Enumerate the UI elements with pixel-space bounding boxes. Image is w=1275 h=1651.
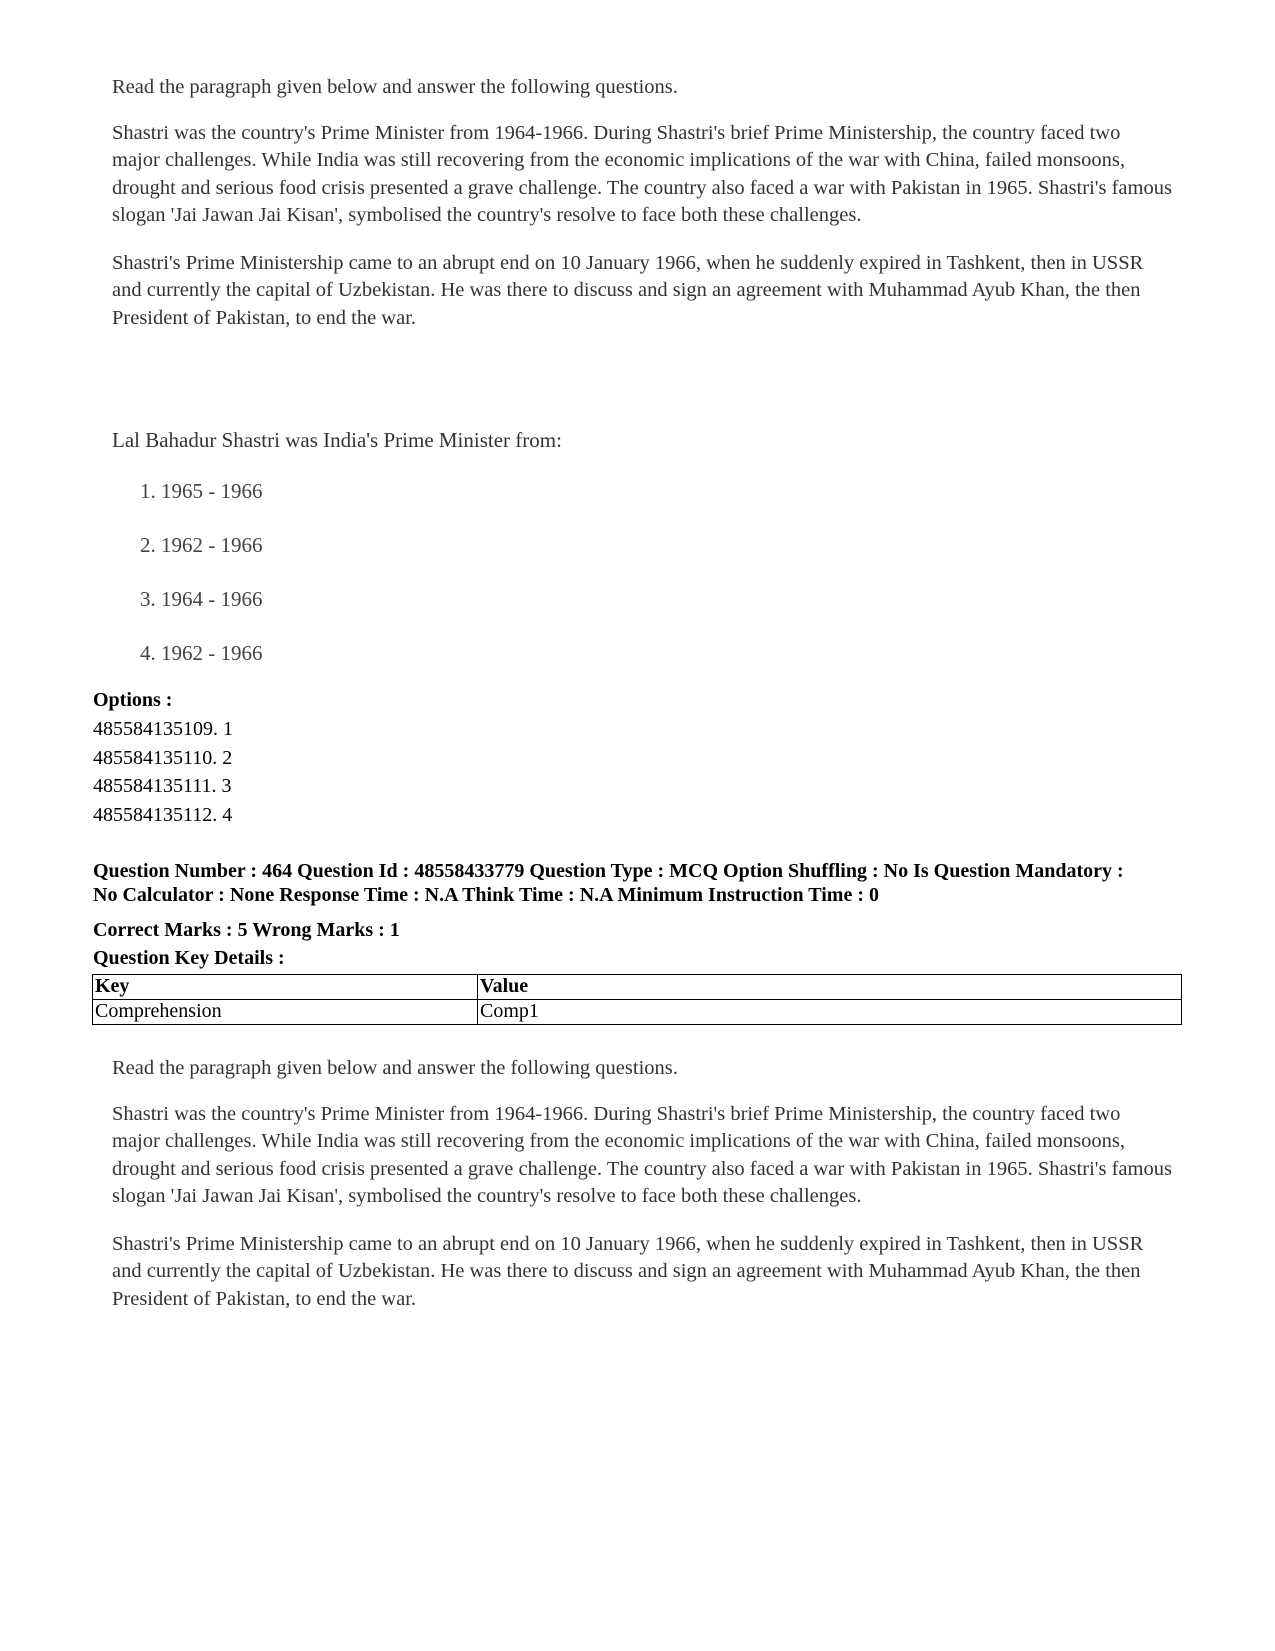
passage-paragraph-1: Shastri was the country's Prime Minister from 1964-1966. During Shastri's brief Prime Ministership, the country faced two major challenges. While India was still recovering from the economic implications of the war with China, failed monsoons, drought and serious food crisis presented a grave challenge. The country also faced a war with Pakistan in 1965. Shastri's famous slogan 'Jai Jawan Jai Kisan', symbolised the country's resolve to face both these challenges. bbox=[112, 121, 1172, 226]
table-cell-value: Comp1 bbox=[478, 1000, 1182, 1025]
question-text: Lal Bahadur Shastri was India's Prime Minister from: bbox=[112, 428, 562, 452]
choice-item: 1. 1965 - 1966 bbox=[140, 479, 263, 503]
options-list bbox=[93, 715, 233, 829]
passage-paragraph-2: Shastri's Prime Ministership came to an abrupt end on 10 January 1966, when he suddenly expired in Tashkent, then in USSR and currently the capital of Uzbekistan. He was there to discuss and sign an agreement with Muhammad Ayub Khan, the then President of Pakistan, to end the war. bbox=[112, 1232, 1144, 1310]
choice-item: 4. 1962 - 1966 bbox=[140, 641, 263, 665]
choice-item: 2. 1962 - 1966 bbox=[140, 533, 263, 557]
key-details-title: Question Key Details : bbox=[93, 947, 285, 969]
choice-item: 3. 1964 - 1966 bbox=[140, 587, 263, 611]
passage-block-1 bbox=[112, 74, 1172, 352]
passage-paragraph-1: Shastri was the country's Prime Minister from 1964-1966. During Shastri's brief Prime Ministership, the country faced two major challenges. While India was still recovering from the economic implications of the war with China, failed monsoons, drought and serious food crisis presented a grave challenge. The country also faced a war with Pakistan in 1965. Shastri's famous slogan 'Jai Jawan Jai Kisan', symbolised the country's resolve to face both these challenges. bbox=[112, 1102, 1172, 1207]
table-row bbox=[93, 1000, 1182, 1025]
question-choices bbox=[140, 477, 263, 693]
key-details-table bbox=[92, 974, 1182, 1025]
question-meta-line-2: No Calculator : None Response Time : N.A Think Time : N.A Minimum Instruction Time : 0 bbox=[93, 883, 879, 906]
passage-paragraph-2: Shastri's Prime Ministership came to an abrupt end on 10 January 1966, when he suddenly expired in Tashkent, then in USSR and currently the capital of Uzbekistan. He was there to discuss and sign an agreement with Muhammad Ayub Khan, the then President of Pakistan, to end the war. bbox=[112, 251, 1144, 329]
options-title: Options : bbox=[93, 689, 173, 711]
option-item: 485584135112. 4 bbox=[93, 803, 233, 826]
table-cell-key: Comprehension bbox=[93, 1000, 478, 1025]
option-item: 485584135109. 1 bbox=[93, 718, 233, 740]
table-header-key: Key bbox=[93, 975, 478, 1000]
passage-block-2 bbox=[112, 1055, 1172, 1333]
question-meta bbox=[93, 860, 1203, 907]
table-header-row bbox=[93, 975, 1182, 1000]
option-item: 485584135111. 3 bbox=[93, 775, 232, 797]
passage-intro: Read the paragraph given below and answer the following questions. bbox=[112, 1057, 678, 1079]
table-header-value: Value bbox=[478, 975, 1182, 1000]
question-marks: Correct Marks : 5 Wrong Marks : 1 bbox=[93, 919, 400, 941]
question-meta-line-1: Question Number : 464 Question Id : 48558433779 Question Type : MCQ Option Shuffling : No Is Question Mandatory : bbox=[93, 860, 1124, 882]
passage-intro: Read the paragraph given below and answer the following questions. bbox=[112, 76, 678, 98]
option-item: 485584135110. 2 bbox=[93, 746, 233, 769]
